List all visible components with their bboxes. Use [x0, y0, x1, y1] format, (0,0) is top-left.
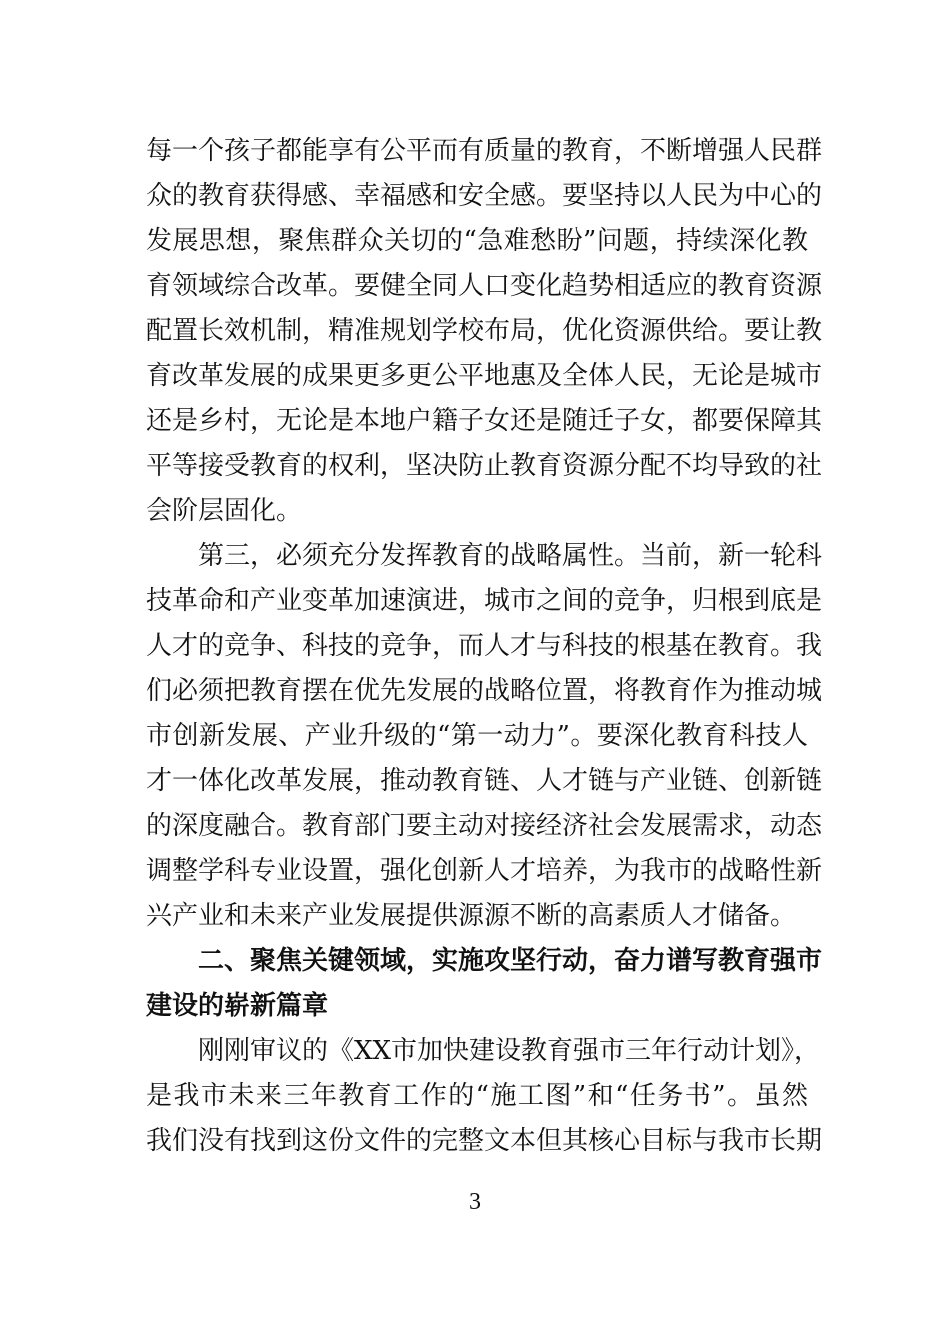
paragraph-line: 会阶层固化。 — [146, 496, 303, 526]
paragraph-line: 第三，必须充分发挥教育的战略属性。当前，新一轮科 — [198, 541, 823, 571]
paragraph-line: 每一个孩子都能享有公平而有质量的教育，不断增强人民群 — [146, 136, 823, 166]
paragraph-line: 我们没有找到这份文件的完整文本但其核心目标与我市长期 — [146, 1126, 823, 1156]
paragraph-line: 兴产业和未来产业发展提供源源不断的高素质人才储备。 — [146, 901, 797, 931]
paragraph-line: 市创新发展、产业升级的“第一动力”。要深化教育科技人 — [146, 721, 808, 751]
paragraph-line: 们必须把教育摆在优先发展的战略位置，将教育作为推动城 — [146, 676, 823, 706]
paragraph-line: 平等接受教育的权利，坚决防止教育资源分配不均导致的社 — [146, 451, 823, 481]
section-heading-line: 建设的崭新篇章 — [146, 991, 329, 1021]
page-number: 3 — [469, 1189, 481, 1215]
paragraph-line: 调整学科专业设置，强化创新人才培养，为我市的战略性新 — [146, 856, 823, 886]
paragraph-line: 育领域综合改革。要健全同人口变化趋势相适应的教育资源 — [146, 271, 823, 301]
paragraph-line: 配置长效机制，精准规划学校布局，优化资源供给。要让教 — [146, 316, 823, 346]
paragraph-line: 刚刚审议的《XX市加快建设教育强市三年行动计划》， — [198, 1036, 821, 1066]
paragraph-line: 是我市未来三年教育工作的“施工图”和“任务书”。虽然 — [146, 1081, 808, 1111]
paragraph-line: 技革命和产业变革加速演进，城市之间的竞争，归根到底是 — [146, 586, 823, 616]
paragraph-line: 人才的竞争、科技的竞争，而人才与科技的根基在教育。我 — [146, 631, 823, 661]
section-heading-line: 二、聚焦关键领域，实施攻坚行动，奋力谱写教育强市 — [198, 946, 823, 976]
paragraph-line: 发展思想，聚焦群众关切的“急难愁盼”问题，持续深化教 — [146, 226, 808, 256]
paragraph-line: 的深度融合。教育部门要主动对接经济社会发展需求，动态 — [146, 811, 823, 841]
paragraph-line: 才一体化改革发展，推动教育链、人才链与产业链、创新链 — [146, 766, 823, 796]
paragraph-line: 育改革发展的成果更多更公平地惠及全体人民，无论是城市 — [146, 361, 823, 391]
paragraph-line: 还是乡村，无论是本地户籍子女还是随迁子女，都要保障其 — [146, 406, 823, 436]
paragraph-line: 众的教育获得感、幸福感和安全感。要坚持以人民为中心的 — [146, 181, 823, 211]
